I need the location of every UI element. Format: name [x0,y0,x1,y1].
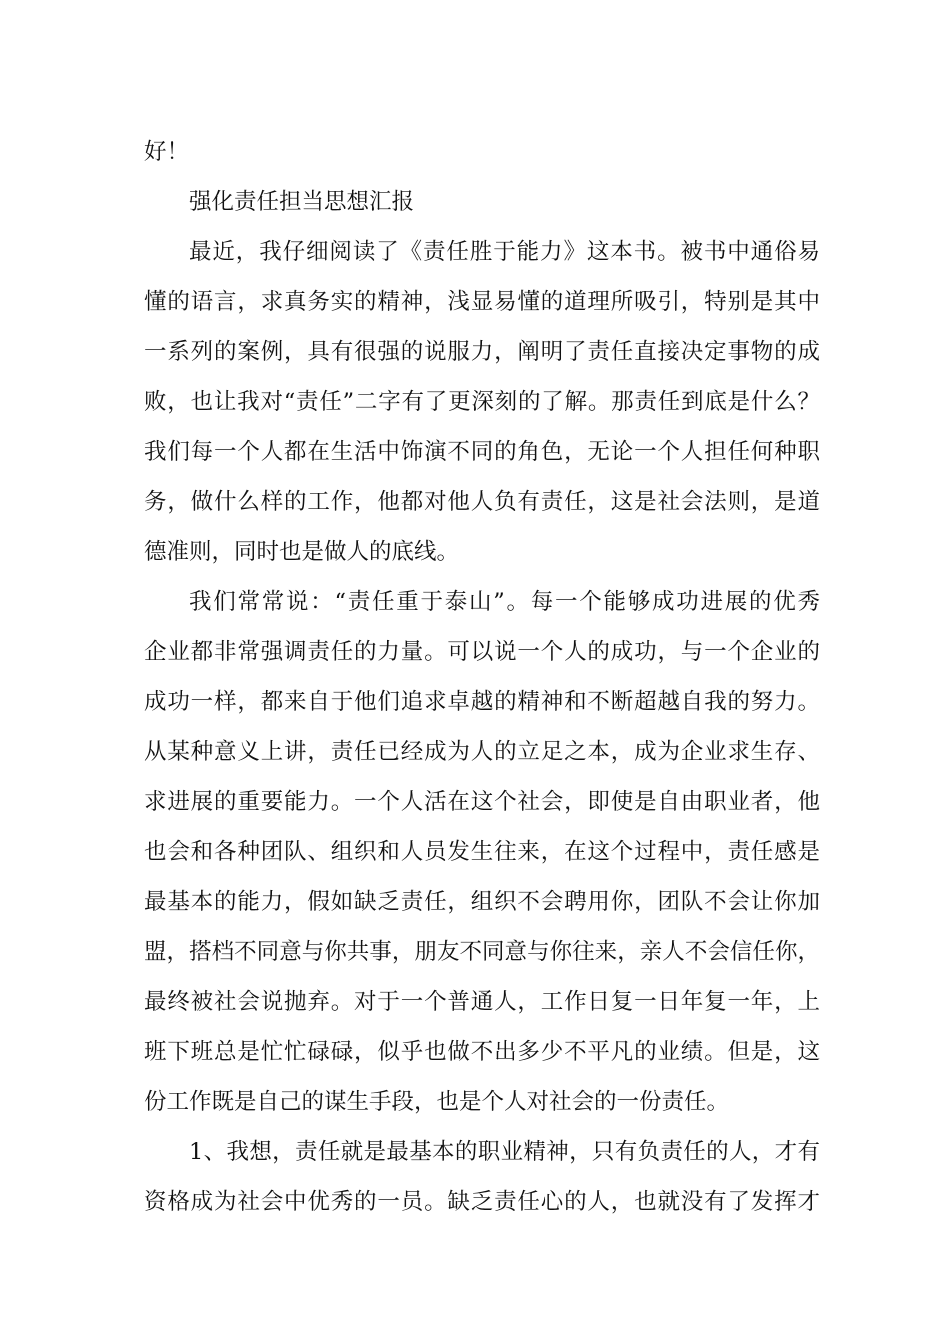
text-line: 1、我想，责任就是最基本的职业精神，只有负责任的人，才有 [189,1139,820,1165]
text-line: 我们常常说：“责任重于泰山”。每一个能够成功进展的优秀 [189,589,820,615]
text-line: 企业都非常强调责任的力量。可以说一个人的成功，与一个企业的 [144,639,820,665]
section-title: 强化责任担当思想汇报 [189,189,415,215]
text-line: 懂的语言，求真务实的精神，浅显易懂的道理所吸引，特别是其中 [144,289,820,315]
text-line: 最近，我仔细阅读了《责任胜于能力》这本书。被书中通俗易 [189,239,820,265]
document-body [144,127,820,1227]
text-line: 成功一样，都来自于他们追求卓越的精神和不断超越自我的努力。 [144,689,820,715]
text-line: 我们每一个人都在生活中饰演不同的角色，无论一个人担任何种职 [144,439,820,465]
text-line: 一系列的案例，具有很强的说服力，阐明了责任直接决定事物的成 [144,339,820,365]
text-line: 班下班总是忙忙碌碌，似乎也做不出多少不平凡的业绩。但是，这 [144,1039,820,1065]
text-line: 求进展的重要能力。一个人活在这个社会，即使是自由职业者，他 [144,789,820,815]
text-line: 最终被社会说抛弃。对于一个普通人，工作日复一日年复一年，上 [144,989,820,1015]
text-line: 最基本的能力，假如缺乏责任，组织不会聘用你，团队不会让你加 [144,889,820,915]
text-line: 从某种意义上讲，责任已经成为人的立足之本，成为企业求生存、 [144,739,820,765]
text-line: 也会和各种团队、组织和人员发生往来，在这个过程中，责任感是 [144,839,820,865]
text-line: 务，做什么样的工作，他都对他人负有责任，这是社会法则，是道 [144,489,820,515]
text-line: 盟，搭档不同意与你共事，朋友不同意与你往来，亲人不会信任你， [144,939,820,965]
text-line: 份工作既是自己的谋生手段，也是个人对社会的一份责任。 [144,1089,730,1115]
text-line: 资格成为社会中优秀的一员。缺乏责任心的人，也就没有了发挥才 [144,1189,820,1215]
text-line: 好！ [144,139,190,165]
text-line: 败，也让我对“责任”二字有了更深刻的了解。那责任到底是什么？ [144,389,820,415]
text-line: 德准则，同时也是做人的底线。 [144,539,460,565]
